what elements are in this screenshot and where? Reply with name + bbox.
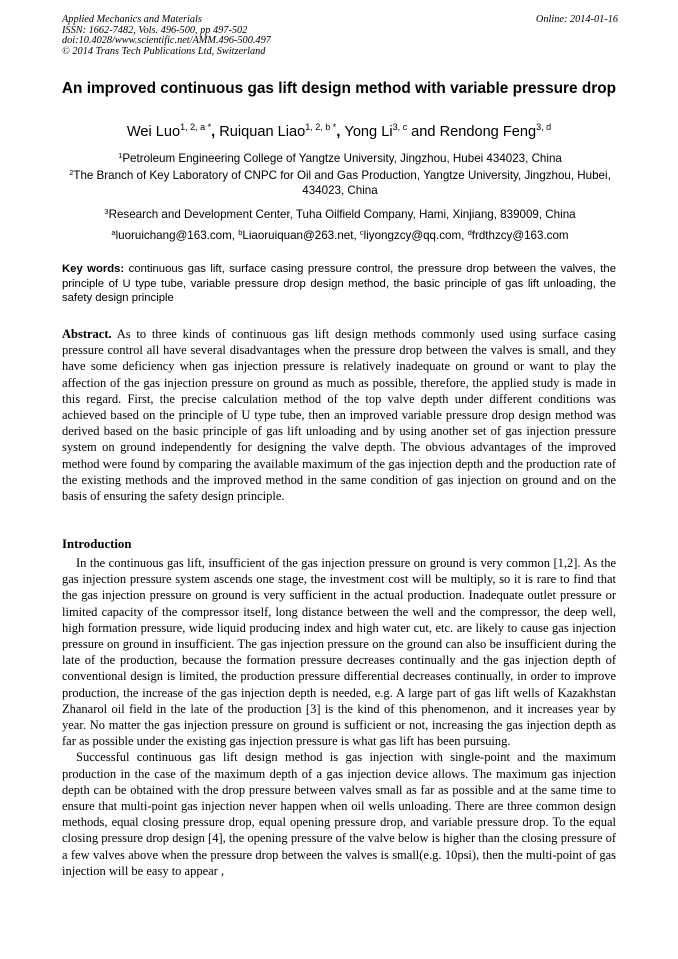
- journal-name: Applied Mechanics and Materials: [62, 14, 202, 25]
- email-address[interactable]: frdthzcy@163.com: [471, 229, 569, 242]
- affiliation-1: [62, 151, 618, 166]
- email-marker: c: [359, 228, 364, 237]
- affiliation-text: Research and Development Center, Tuha Oilfield Company, Hami, Xinjiang, 839009, China: [108, 208, 576, 221]
- introduction-heading: Introduction: [62, 537, 132, 551]
- email-marker: d: [467, 228, 472, 237]
- affiliation-text: Petroleum Engineering College of Yangtze University, Jingzhou, Hubei 434023, China: [122, 152, 562, 165]
- affiliation-2: [62, 168, 618, 198]
- journal-header: [62, 15, 618, 57]
- email-address[interactable]: Liaoruiquan@263.net: [242, 229, 354, 242]
- paper-title: An improved continuous gas lift design method with variable pressure drop: [61, 80, 617, 97]
- online-date: Online: 2014-01-16: [535, 14, 618, 25]
- body-paragraph: In the continuous gas lift, insufficient of the gas injection pressure on ground is very common [1,2]. As the gas injection pressure system ascends one stage, the investment cost will be multiply, so it is rare to find that the gas injection pressure on ground is very sufficient in the actual production. Inadequate outlet pressure or limited capacity of the compressor itself, long distance between the well and the compressor, the deep well, high formation pressure, wide liquid producing index and high water cut, etc. are likely to cause gas injection pressure on ground in insufficient. The gas injection pressure on the ground can also be insufficient during the late of the production, because the formation pressure decreases continually and the gas injection depth of conventional design is limited, the production pressure differential decreases continually, in order to improve production, the increase of the gas injection depth is needed, e.g. A large part of gas lift wells of Kazakhstan Zhanarol oil field in the late of the production [3] is the kind of this phenomenon, and it increases year by year. No matter the gas injection pressure on ground is sufficient or not, increasing the gas injection depth as far as possible under the existing gas injection pressure is what gas lift has been pursuing.: [62, 556, 616, 749]
- author-name: Rendong Feng: [439, 124, 537, 140]
- email-separator: ,: [461, 229, 468, 242]
- email-address[interactable]: liyongzcy@qq.com: [363, 229, 462, 242]
- keywords-label: Key words:: [62, 263, 125, 275]
- abstract-section: [62, 326, 616, 504]
- introduction-body: [62, 555, 616, 879]
- author-separator: and: [407, 124, 440, 140]
- author-list: [40, 122, 638, 142]
- keywords-text: continuous gas lift, surface casing pressure control, the pressure drop between the valves, the principle of U type tube, variable pressure drop design method, the basic principle of gas lift unloading, the safety design principle: [62, 263, 616, 304]
- abstract-label: Abstract.: [62, 327, 112, 341]
- abstract-text: As to three kinds of continuous gas lift design methods commonly used using surface casing pressure control all have several disadvantages when the pressure drop between the valves is small, and they have some deficiency when gas injection pressure is relatively inadequate on ground or want to play the affection of the gas injection pressure on ground as much as possible, therefore, the applied study is made in this regard. First, the precise calculation method of the top valve depth under different conditions was achieved based on the principle of U type tube, then an improved variable pressure drop design method was derived based on the basic principle of gas lift unloading and by using another set of gas injection pressure system on ground independently for designing the valve depth. The obvious advantages of the improved method were found by comparing the available maximum of the gas injection depth and the production rate of the existing methods and the improved method in the same condition of gas injection on ground and on the basis of ensuring the safety design principle.: [62, 327, 616, 504]
- author-separator: ,: [336, 124, 345, 140]
- doi-line: doi:10.4028/www.scientific.net/AMM.496-500.497: [62, 35, 271, 47]
- author-affiliation-marker: 3, c: [392, 122, 408, 132]
- email-marker: a: [111, 228, 116, 237]
- copyright-line: © 2014 Trans Tech Publications Ltd, Switzerland: [62, 45, 266, 57]
- author-name: Ruiquan Liao: [219, 124, 306, 140]
- affiliation-marker: 3: [104, 207, 109, 216]
- author-affiliation-marker: 1, 2, a *: [180, 122, 212, 132]
- issn-line: ISSN: 1662-7482, Vols. 496-500, pp 497-502: [62, 24, 248, 36]
- affiliation-text: The Branch of Key Laboratory of CNPC for Oil and Gas Production, Yangtze University, Jingzhou, Hubei, 434023, China: [73, 169, 611, 197]
- author-name: Wei Luo: [126, 124, 181, 140]
- keywords-section: [62, 262, 616, 306]
- author-affiliation-marker: 3, d: [536, 122, 552, 132]
- author-affiliation-marker: 1, 2, b *: [305, 122, 337, 132]
- email-marker: b: [238, 228, 243, 237]
- email-address[interactable]: luoruichang@163.com: [115, 229, 232, 242]
- affiliation-marker: 2: [69, 168, 74, 177]
- affiliation-3: [62, 207, 618, 222]
- body-paragraph: Successful continuous gas lift design method is gas injection with single-point and the maximum production in the case of the maximum depth of a gas injection device allows. The maximum gas injection depth can be obtained with the drop pressure between valves small as far as possible and at the same time to ensure that multi-point gas injection never happen when oil wells unloading. There are three common design methods, equal closing pressure drop, equal opening pressure drop, and variable pressure drop. To the equal closing pressure drop design [4], the opening pressure of the valve below is higher than the closing pressure of a few valves above when the pressure drop between the valves is small(e.g. 10psi), then the multi-point of gas injection will be easy to appear ,: [62, 750, 616, 878]
- author-name: Yong Li: [344, 124, 393, 140]
- email-list: [62, 228, 618, 243]
- affiliation-marker: 1: [118, 151, 123, 160]
- email-separator: ,: [231, 229, 239, 242]
- author-separator: ,: [211, 124, 220, 140]
- email-separator: ,: [353, 229, 360, 242]
